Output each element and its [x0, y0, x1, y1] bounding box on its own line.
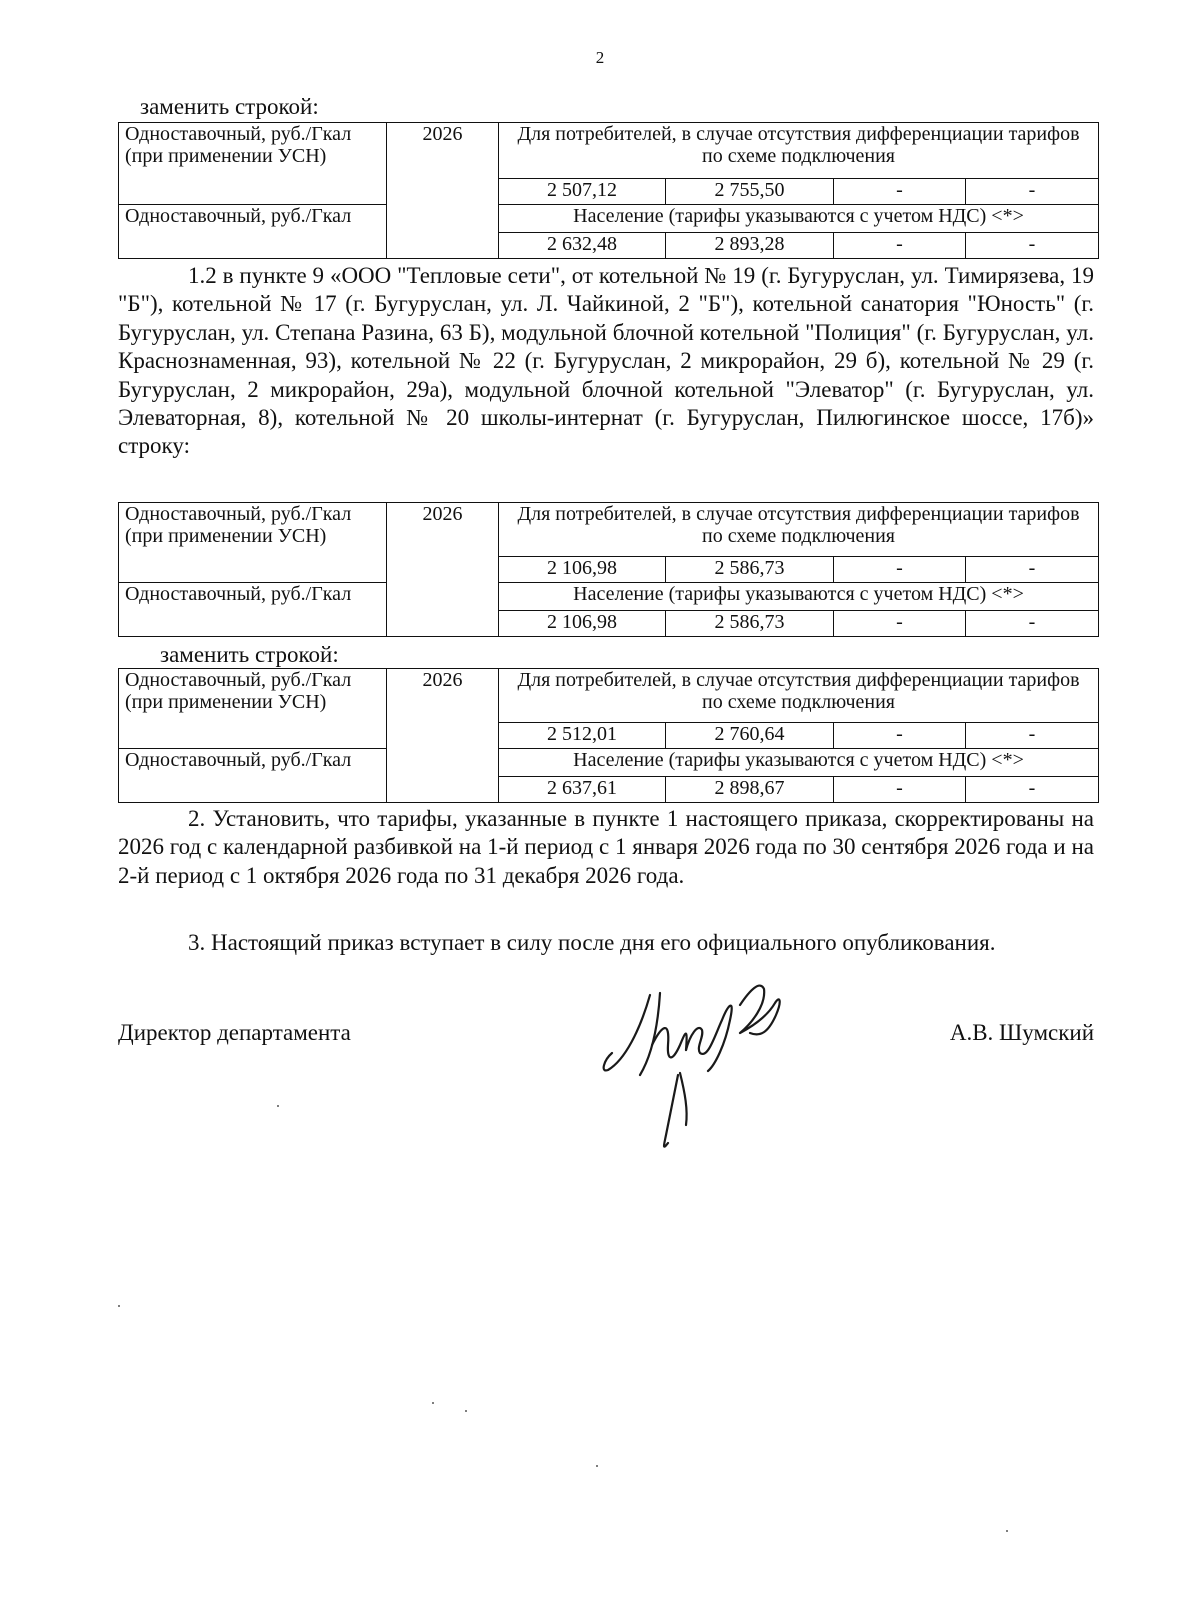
tariff-cell: -: [834, 179, 966, 205]
tariff-table-1: [118, 122, 1099, 259]
tariff-cell: 2 586,73: [666, 611, 834, 637]
consumers-header: Для потребителей, в случае отсутствия дифференциации тарифов по схеме подключения: [499, 503, 1099, 557]
scan-speck: [1006, 1530, 1008, 1532]
tariff-type-plain: Одноставочный, руб./Гкал: [119, 205, 387, 259]
tariff-cell: -: [966, 611, 1099, 637]
replace-label-top: заменить строкой:: [140, 94, 319, 119]
tariff-cell: 2 637,61: [499, 777, 666, 803]
scan-speck: [465, 1410, 467, 1412]
tariff-type-usn: Одноставочный, руб./Гкал (при применении УСН): [119, 503, 387, 583]
tariff-cell: 2 106,98: [499, 611, 666, 637]
population-header: Население (тарифы указываются с учетом НДС) <*>: [499, 583, 1099, 611]
scan-speck: [596, 1465, 598, 1467]
scan-speck: [432, 1402, 434, 1404]
tariff-table-3: [118, 668, 1099, 803]
tariff-cell: -: [834, 777, 966, 803]
tariff-year: 2026: [387, 123, 499, 259]
signature-name: А.В. Шумский: [949, 1020, 1094, 1045]
paragraph-1-2: 1.2 в пункте 9 «ООО "Тепловые сети", от котельной № 19 (г. Бугуруслан, ул. Тимирязева, 19 "Б"), котельной № 17 (г. Бугуруслан, ул. Л. Чайкиной, 2 "Б"), котельной санатория "Юность" (г. Бугуруслан, ул. Степана Разина, 63 Б), модульной блочной котельной "Полиция" (г. Бугуруслан, ул. Краснознаменная, 93), котельной № 22 (г. Бугуруслан, 2 микрорайон, 29 б), котельной № 29 (г. Бугуруслан, 2 микрорайон, 29а), модульной блочной котельной "Элеватор" (г. Бугуруслан, ул. Элеваторная, 8), котельной № 20 школы-интернат (г. Бугуруслан, Пилюгинское шоссе, 17б)» строку:: [118, 263, 1094, 459]
tariff-type-usn: Одноставочный, руб./Гкал (при применении УСН): [119, 669, 387, 749]
tariff-cell: -: [966, 777, 1099, 803]
tariff-cell: 2 893,28: [666, 233, 834, 259]
tariff-cell: 2 755,50: [666, 179, 834, 205]
scan-speck: [277, 1105, 279, 1107]
tariff-cell: 2 507,12: [499, 179, 666, 205]
tariff-cell: -: [966, 233, 1099, 259]
population-header: Население (тарифы указываются с учетом НДС) <*>: [499, 749, 1099, 777]
tariff-type-usn: Одноставочный, руб./Гкал (при применении УСН): [119, 123, 387, 205]
tariff-cell: 2 632,48: [499, 233, 666, 259]
tariff-cell: 2 512,01: [499, 723, 666, 749]
tariff-cell: -: [834, 233, 966, 259]
tariff-type-plain: Одноставочный, руб./Гкал: [119, 749, 387, 803]
tariff-cell: -: [834, 611, 966, 637]
tariff-cell: 2 760,64: [666, 723, 834, 749]
tariff-cell: 2 586,73: [666, 557, 834, 583]
scan-speck: [118, 1305, 120, 1307]
tariff-year: 2026: [387, 669, 499, 803]
tariff-cell: 2 106,98: [499, 557, 666, 583]
tariff-cell: -: [966, 723, 1099, 749]
tariff-table-2: [118, 502, 1099, 637]
tariff-year: 2026: [387, 503, 499, 637]
tariff-cell: 2 898,67: [666, 777, 834, 803]
population-header: Население (тарифы указываются с учетом НДС) <*>: [499, 205, 1099, 233]
handwritten-signature: [590, 975, 810, 1165]
paragraph-3: 3. Настоящий приказ вступает в силу после дня его официального опубликования.: [188, 930, 996, 955]
replace-label-bottom: заменить строкой:: [160, 642, 339, 667]
tariff-cell: -: [834, 557, 966, 583]
consumers-header: Для потребителей, в случае отсутствия дифференциации тарифов по схеме подключения: [499, 669, 1099, 723]
consumers-header: Для потребителей, в случае отсутствия дифференциации тарифов по схеме подключения: [499, 123, 1099, 179]
tariff-type-plain: Одноставочный, руб./Гкал: [119, 583, 387, 637]
page-number: 2: [595, 48, 605, 67]
signature-title: Директор департамента: [118, 1020, 351, 1045]
tariff-cell: -: [834, 723, 966, 749]
tariff-cell: -: [966, 179, 1099, 205]
paragraph-2: 2. Установить, что тарифы, указанные в пункте 1 настоящего приказа, скорректированы на 2026 год с календарной разбивкой на 1-й период с 1 января 2026 года по 30 сентября 2026 года и на 2-й период с 1 октября 2026 года по 31 декабря 2026 года.: [118, 806, 1094, 888]
tariff-cell: -: [966, 557, 1099, 583]
